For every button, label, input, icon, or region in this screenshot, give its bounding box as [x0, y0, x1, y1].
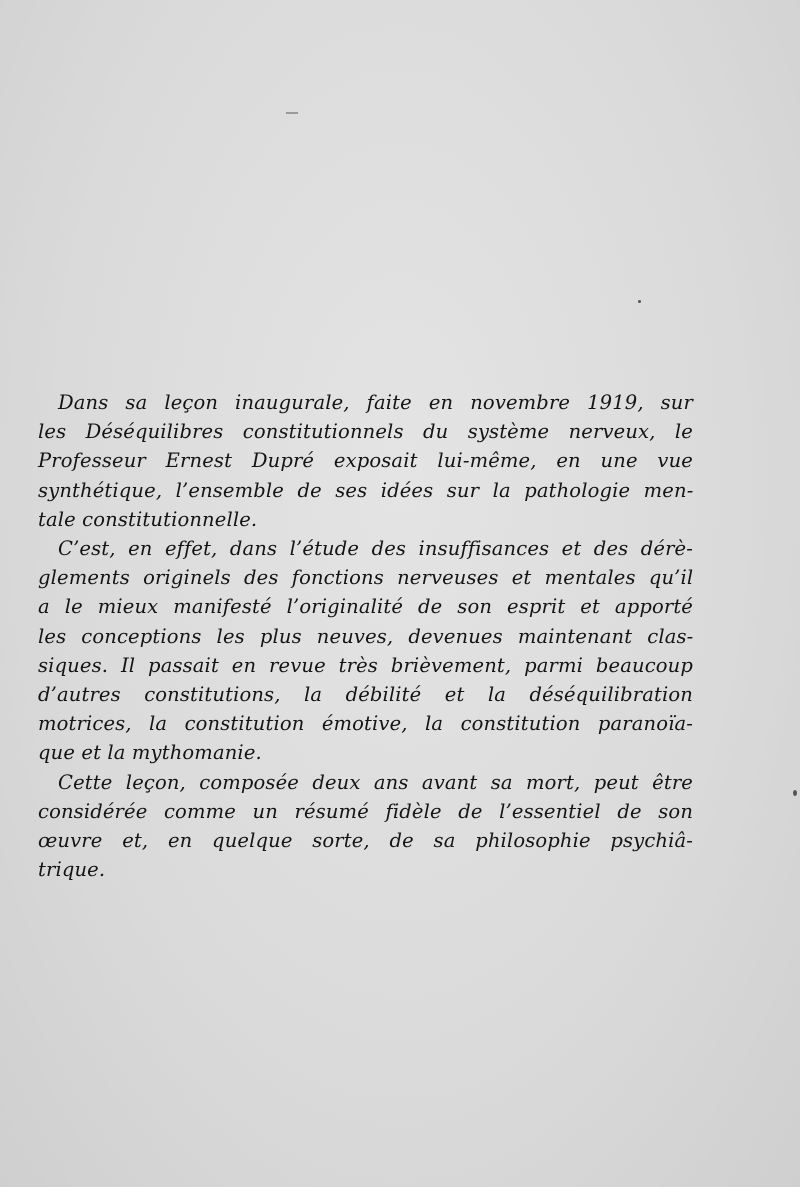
- text-line: C’est, en effet, dans l’étude des insuffisances et des dérè-: [58, 537, 693, 561]
- body-text: [38, 388, 693, 884]
- ink-speck: [793, 790, 797, 796]
- paragraph-3: [38, 768, 693, 885]
- text-line: œuvre et, en quelque sorte, de sa philosophie psychiâ-: [38, 829, 694, 853]
- text-line: Cette leçon, composée deux ans avant sa mort, peut être: [58, 770, 693, 794]
- text-line: trique.: [38, 858, 106, 882]
- paragraph-1: [38, 388, 693, 534]
- text-line: Professeur Ernest Dupré exposait lui-même, en une vue: [38, 449, 693, 473]
- page-mark: [286, 112, 298, 114]
- text-line: a le mieux manifesté l’originalité de son esprit et apporté: [38, 595, 693, 619]
- text-line: synthétique, l’ensemble de ses idées sur la pathologie men-: [38, 478, 694, 502]
- paragraph-2: [38, 534, 693, 768]
- text-line: tale constitutionnelle.: [38, 507, 258, 531]
- text-line: les conceptions les plus neuves, devenues maintenant clas-: [38, 624, 694, 648]
- text-line: glements originels des fonctions nerveuses et mentales qu’il: [38, 566, 694, 590]
- text-line: siques. Il passait en revue très brièvement, parmi beaucoup: [38, 653, 693, 677]
- text-line: Dans sa leçon inaugurale, faite en novembre 1919, sur: [58, 391, 693, 414]
- text-line: les Déséquilibres constitutionnels du système nerveux, le: [38, 420, 693, 444]
- text-line: que et la mythomanie.: [38, 741, 262, 765]
- text-line: motrices, la constitution émotive, la constitution paranoïa-: [38, 712, 693, 736]
- text-line: considérée comme un résumé fidèle de l’essentiel de son: [38, 799, 694, 823]
- text-line: d’autres constitutions, la débilité et la déséquilibration: [38, 683, 693, 707]
- ink-speck: [638, 300, 641, 303]
